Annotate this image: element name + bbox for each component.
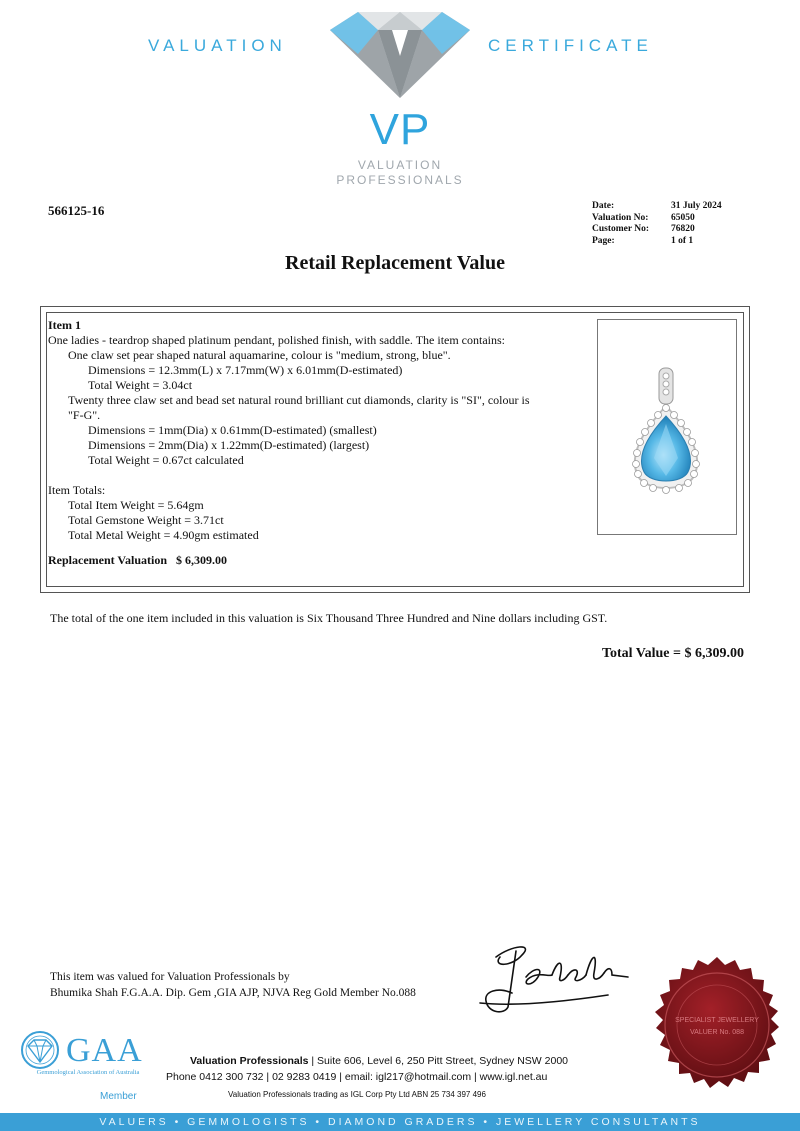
header-certificate-word: CERTIFICATE — [488, 36, 653, 55]
footer-company: Valuation Professionals — [190, 1055, 309, 1067]
diamonds-dim-large: Dimensions = 2mm(Dia) x 1.22mm(D-estimated) (largest) — [88, 438, 370, 452]
meta-value: 31 July 2024 — [671, 201, 722, 211]
meta-row-date — [592, 201, 722, 213]
valuation-summary: The total of the one item included in this valuation is Six Thousand Three Hundred and Nine dollars including GST. — [50, 611, 608, 625]
total-item-weight: Total Item Weight = 5.64gm — [68, 498, 204, 512]
footer-services-bar: VALUERS • GEMMOLOGISTS • DIAMOND GRADERS • JEWELLERY CONSULTANTS — [0, 1113, 800, 1131]
aquamarine-dimensions: Dimensions = 12.3mm(L) x 7.17mm(W) x 6.01mm(D-estimated) — [88, 363, 403, 377]
meta-label: Date: — [592, 201, 615, 211]
meta-row-page — [592, 236, 722, 248]
signatory-line2: Bhumika Shah F.G.A.A. Dip. Gem ,GIA AJP, NJVA Reg Gold Member No.088 — [50, 987, 416, 999]
aquamarine-weight: Total Weight = 3.04ct — [88, 378, 193, 392]
meta-label: Customer No: — [592, 224, 650, 234]
seal-text-line1: SPECIALIST JEWELLERY — [675, 1017, 759, 1024]
item-heading: Item 1 — [48, 318, 81, 332]
meta-value: 76820 — [671, 224, 695, 234]
gaa-subtitle: Gemmological Association of Australia — [36, 1069, 140, 1076]
meta-block — [592, 201, 722, 247]
total-value: Total Value = $ 6,309.00 — [601, 646, 744, 661]
gaa-logo-text: GAA — [66, 1032, 143, 1069]
diamonds-dim-small: Dimensions = 1mm(Dia) x 0.61mm(D-estimated) (smallest) — [88, 423, 377, 437]
replacement-value: $ 6,309.00 — [176, 553, 228, 567]
diamonds-line-cont: "F-G". — [68, 408, 101, 422]
meta-label: Valuation No: — [592, 212, 649, 223]
meta-row-valuation-no — [592, 213, 722, 225]
replacement-label: Replacement Valuation — [48, 553, 168, 567]
handwritten-signature — [478, 937, 648, 1017]
valuer-seal — [647, 955, 787, 1095]
logo-sub-valuation: VALUATION — [357, 158, 443, 172]
diamonds-line: Twenty three claw set and bead set natural round brilliant cut diamonds, clarity is "SI", colour is — [68, 393, 530, 407]
meta-value: 1 of 1 — [671, 235, 694, 246]
total-metal-weight: Total Metal Weight = 4.90gm estimated — [68, 528, 259, 542]
item-photo-frame — [597, 319, 737, 535]
diamonds-weight: Total Weight = 0.67ct calculated — [88, 453, 244, 467]
gaa-diamond-icon — [18, 1030, 62, 1070]
footer-abn: Valuation Professionals trading as IGL Corp Pty Ltd ABN 25 734 397 496 — [228, 1090, 486, 1099]
header-valuation-word: VALUATION — [148, 36, 287, 55]
totals-heading: Item Totals: — [48, 483, 106, 497]
footer-address — [190, 1055, 568, 1067]
replacement-valuation — [48, 553, 608, 568]
seal-text-line2: VALUER No. 088 — [690, 1029, 744, 1036]
reference-code: 566125-16 — [48, 203, 105, 218]
signatory-block — [50, 969, 416, 1001]
gaa-member-label: Member — [100, 1091, 137, 1102]
diamond-logo-icon — [328, 10, 472, 100]
footer-contact: Phone 0412 300 732 | 02 9283 0419 | email: igl217@hotmail.com | www.igl.net.au — [166, 1071, 548, 1083]
vp-logo-letters: VP — [369, 105, 431, 154]
signatory-line1: This item was valued for Valuation Professionals by — [50, 971, 290, 983]
meta-label: Page: — [592, 235, 615, 246]
meta-value: 65050 — [671, 212, 695, 223]
logo-sub-professionals: PROFESSIONALS — [336, 173, 464, 187]
meta-row-customer-no — [592, 224, 722, 236]
aquamarine-line: One claw set pear shaped natural aquamarine, colour is "medium, strong, blue". — [68, 348, 451, 362]
total-gemstone-weight: Total Gemstone Weight = 3.71ct — [68, 513, 224, 527]
item-details — [48, 318, 608, 568]
footer-address-text: | Suite 606, Level 6, 250 Pitt Street, Sydney NSW 2000 — [308, 1055, 568, 1067]
item-description: One ladies - teardrop shaped platinum pendant, polished finish, with saddle. The item contains: — [48, 333, 506, 347]
pendant-image — [598, 320, 736, 534]
document-title: Retail Replacement Value — [285, 252, 505, 274]
